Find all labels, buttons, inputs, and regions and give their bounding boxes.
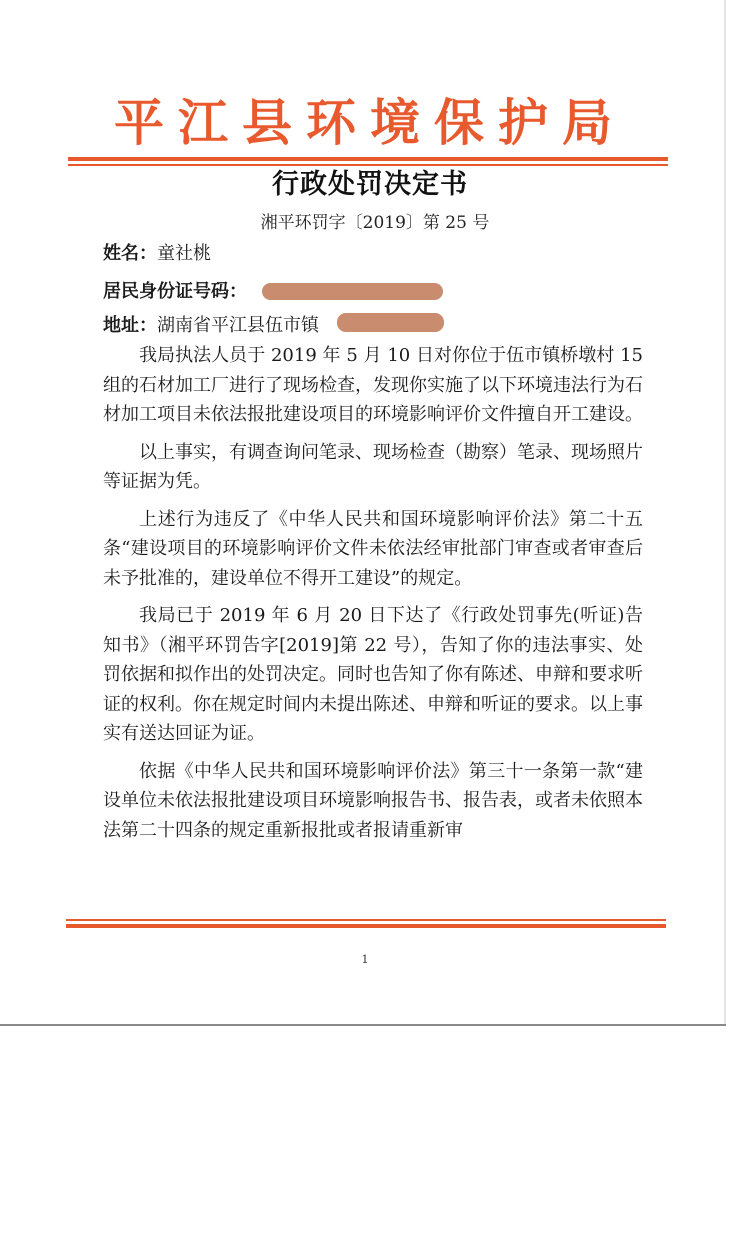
- paragraph-violation: 上述行为违反了《中华人民共和国环境影响评价法》第二十五条“建设项目的环境影响评价文件未依法经审批部门审查或者审查后未予批准的，建设单位不得开工建设”的规定。: [103, 508, 643, 589]
- address-redaction: [337, 313, 444, 332]
- name-label: 姓名：: [103, 243, 157, 264]
- paragraph-legal-basis: 依据《中华人民共和国环境影响评价法》第三十一条第一款“建设单位未依法报批建设项目环境影响报告书、报告表，或者未依照本法第二十四条的规定重新报批或者报请重新审: [103, 760, 643, 841]
- paragraph-inspection: 我局执法人员于 2019 年 5 月 10 日对你位于伍市镇桥墩村 15 组的石材加工厂进行了现场检查，发现你实施了以下环境违法行为石材加工项目未依法报批建设项目的环境影响评价文件擅自开工建设。: [103, 345, 643, 425]
- agency-name: 平江县环境保护局: [114, 94, 626, 152]
- name-value: 童社桃: [157, 243, 211, 264]
- footer-rule-thick: [66, 924, 666, 928]
- id-number-field: [103, 278, 247, 306]
- page-edge-right: [724, 0, 726, 1025]
- id-number-redaction: [262, 283, 443, 300]
- paragraph-evidence: 以上事实，有调查询问笔录、现场检查（勘察）笔录、现场照片等证据为凭。: [103, 441, 643, 492]
- address-value: 湖南省平江县伍市镇: [157, 315, 319, 336]
- id-number-label: 居民身份证号码：: [103, 281, 247, 302]
- page-number: 1: [361, 953, 369, 966]
- address-label: 地址：: [103, 315, 157, 336]
- name-field: [103, 240, 211, 268]
- decision-body: [103, 341, 643, 853]
- address-field: [103, 312, 319, 340]
- footer-rule-thin: [66, 919, 666, 921]
- header-rule-thick: [68, 157, 668, 161]
- page-edge-bottom: [0, 1024, 726, 1026]
- paragraph-notice: 我局已于 2019 年 6 月 20 日下达了《行政处罚事先(听证)告知书》（湘平环罚告字[2019]第 22 号），告知了你的违法事实、处罚依据和拟作出的处罚决定。同时也告知了你有陈述、申辩和要求听证的权利。你在规定时间内未提出陈述、申辩和听证的要求。以上事实有送达回证为证。: [103, 605, 643, 744]
- document-number: 湘平环罚字〔2019〕第 25 号: [260, 213, 490, 233]
- document-title: 行政处罚决定书: [272, 169, 468, 200]
